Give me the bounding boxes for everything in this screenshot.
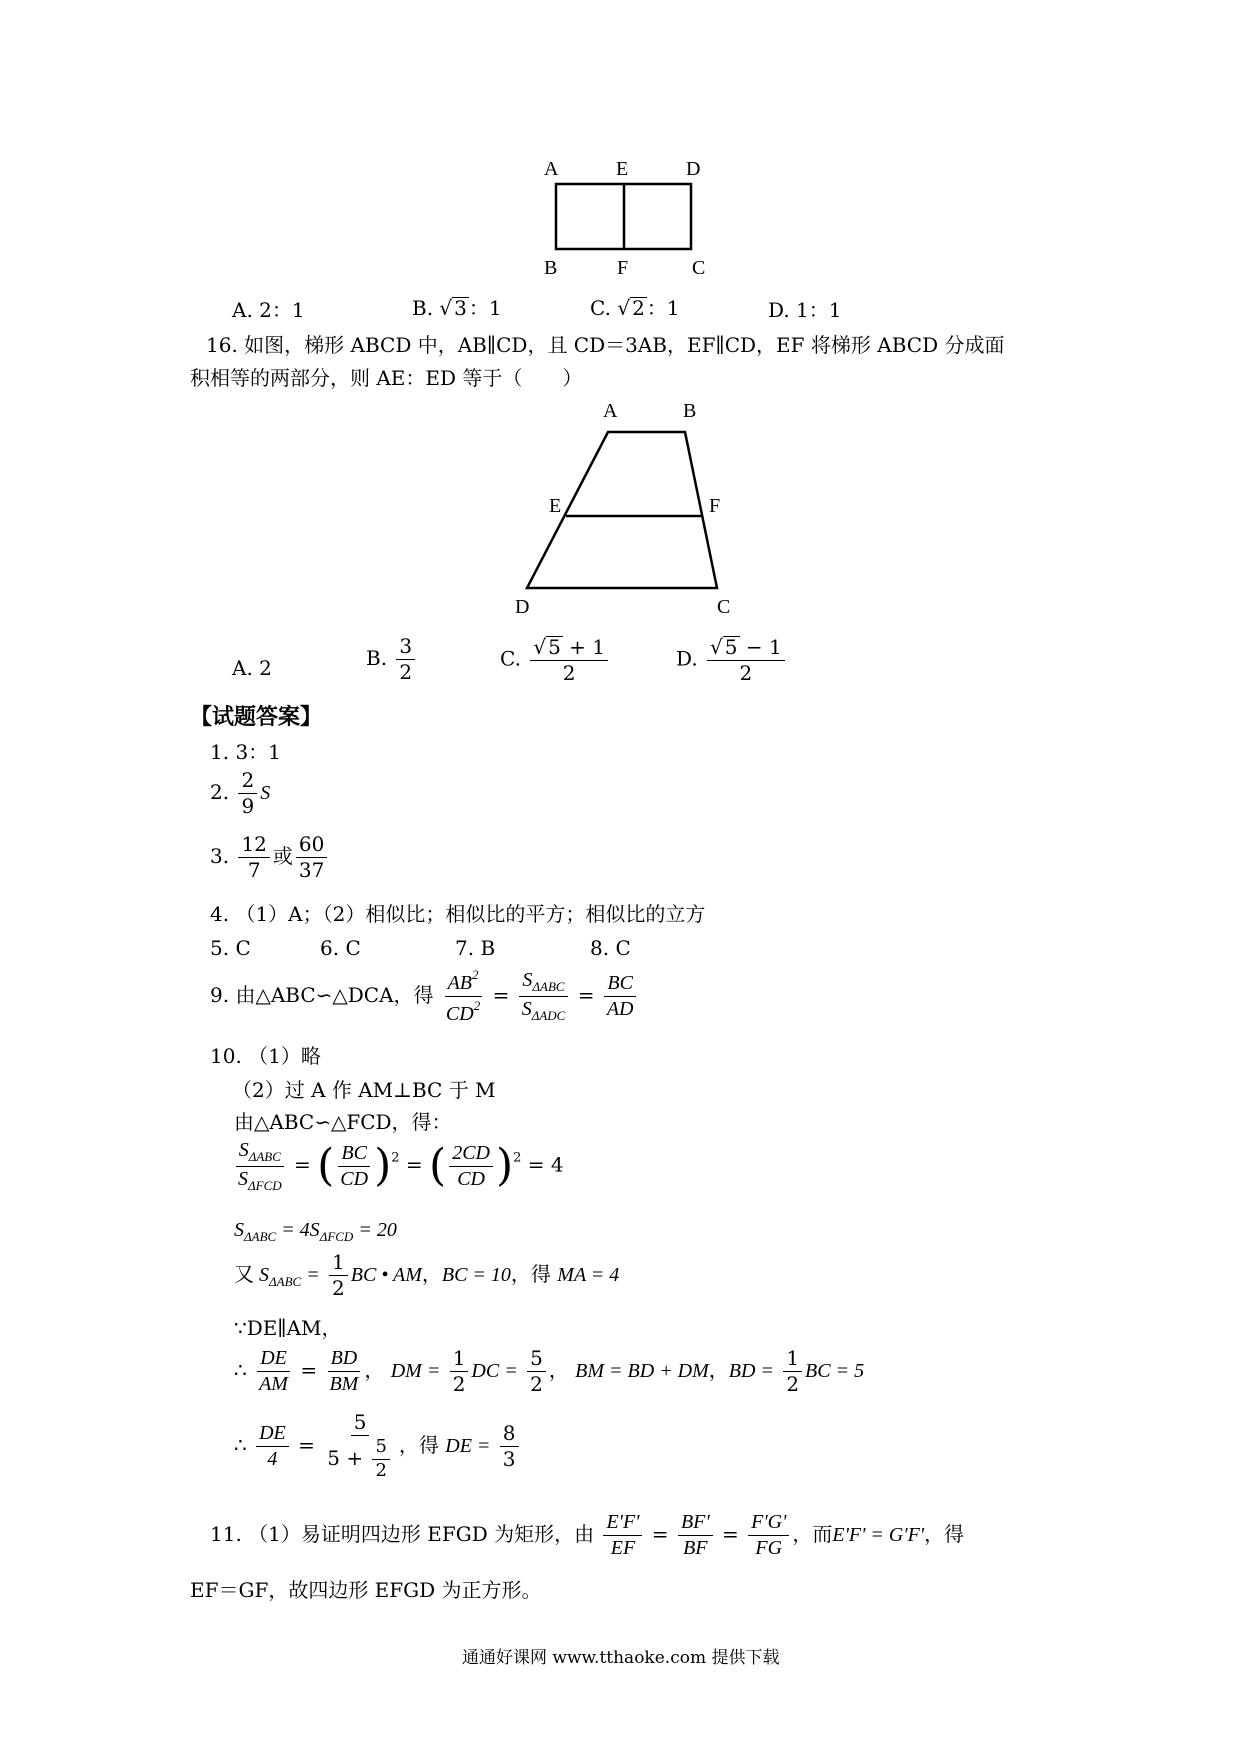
fig16-label-a: A <box>603 400 618 422</box>
fig15-label-d: D <box>686 158 701 180</box>
answer-8: 8. C <box>590 936 631 960</box>
fig15-label-a: A <box>544 158 559 180</box>
answer-2: 2. $\frac{2}{9}$ S <box>210 768 271 818</box>
q16-option-b: B. $\frac{3}{2}$ <box>366 636 418 683</box>
fig16-label-c: C <box>717 596 731 618</box>
answer-7: 7. B <box>455 936 496 960</box>
answer-1: 1. 3：1 <box>210 740 281 764</box>
q15-option-d: D. 1：1 <box>768 298 842 322</box>
answer-10-ratio: $\frac{S_{\Delta ABC}}{S_{\Delta FCD}}$ = ( $\frac{BC}{CD}$ )$^2$ = ( $\frac{2CD}{CD}$ )$^2$ = 4 <box>232 1140 564 1192</box>
answer-10-ma: 又 $S_{\Delta ABC}$ = $\frac{1}{2}$ BC • AM，BC = 10，得 MA = 4 <box>234 1250 620 1300</box>
answer-10-de-result: ∴ $\frac{DE}{4}$ = 5 5 + $\frac{5}{2}$ ，得 DE = $\frac{8}{3}$ <box>234 1412 522 1481</box>
q16-option-a: A. 2 <box>232 656 272 680</box>
q15-option-b: B. √ 3 ：1 <box>412 296 502 320</box>
answer-10-2: （2）过 A 作 AM⊥BC 于 M <box>232 1078 496 1102</box>
page-footer: 通通好课网 www.tthaoke.com 提供下载 <box>462 1648 780 1668</box>
figure-rectangle-aefd <box>540 150 720 280</box>
fig15-label-c: C <box>692 257 706 279</box>
figure-trapezoid-abcd <box>505 395 745 620</box>
fig15-label-b: B <box>544 257 558 279</box>
q16-stem-line1: 16. 如图，梯形 ABCD 中，AB∥CD，且 CD＝3AB，EF∥CD，EF 将梯形 ABCD 分成面 <box>206 333 1005 357</box>
answer-11-line2: EF＝GF，故四边形 EFGD 为正方形。 <box>190 1578 542 1602</box>
answer-6: 6. C <box>320 936 361 960</box>
q16-stem-line2: 积相等的两部分，则 AE：ED 等于（ ） <box>190 366 583 390</box>
fig16-label-d: D <box>515 596 530 618</box>
fig15-label-f: F <box>617 257 629 279</box>
q16-option-d: D. √ 5 − 1 2 <box>676 636 788 684</box>
answer-3: 3. $\frac{12}{7}$ 或 $\frac{60}{37}$ <box>210 834 330 881</box>
q16-option-c: C. √ 5 + 1 2 <box>500 636 611 684</box>
answer-9: 9. 由△ABC∽△DCA，得 $\frac{AB^2}{CD^2}$ = $\frac{S_{\Delta ABC}}{S_{\Delta ADC}}$ = $\frac{BC}{AD}$ <box>210 968 640 1025</box>
q15-option-c: C. √ 2 ：1 <box>590 296 680 320</box>
answer-10-de-parallel: ∵DE∥AM， <box>234 1316 342 1340</box>
fig16-label-b: B <box>683 400 697 422</box>
answer-5: 5. C <box>210 936 251 960</box>
answer-10-1: 10. （1）略 <box>210 1044 321 1068</box>
answer-10-area: $S_{\Delta ABC} = 4S_{\Delta FCD} = 20$ <box>234 1219 397 1244</box>
answers-heading: 【试题答案】 <box>190 704 323 730</box>
answer-11-line1: 11. （1）易证明四边形 EFGD 为矩形，由 $\frac{E'F'}{EF}$ = $\frac{BF'}{BF}$ = $\frac{F'G'}{FG}$ ，而E'F' = G'F'，得 <box>210 1511 965 1559</box>
answer-4: 4. （1）A；（2）相似比；相似比的平方；相似比的立方 <box>210 902 706 926</box>
fig15-label-e: E <box>616 158 629 180</box>
fig16-label-f: F <box>709 495 721 517</box>
q15-option-a: A. 2：1 <box>232 298 305 322</box>
fig16-label-e: E <box>549 495 562 517</box>
answer-10-proportion: ∴ $\frac{DE}{AM}$ = $\frac{BD}{BM}$ ， DM = $\frac{1}{2}$ DC = $\frac{5}{2}$ ， BM = BD + DM，BD = $\frac{1}{2}$ BC = 5 <box>234 1346 865 1396</box>
answer-10-3: 由△ABC∽△FCD，得： <box>234 1110 452 1134</box>
